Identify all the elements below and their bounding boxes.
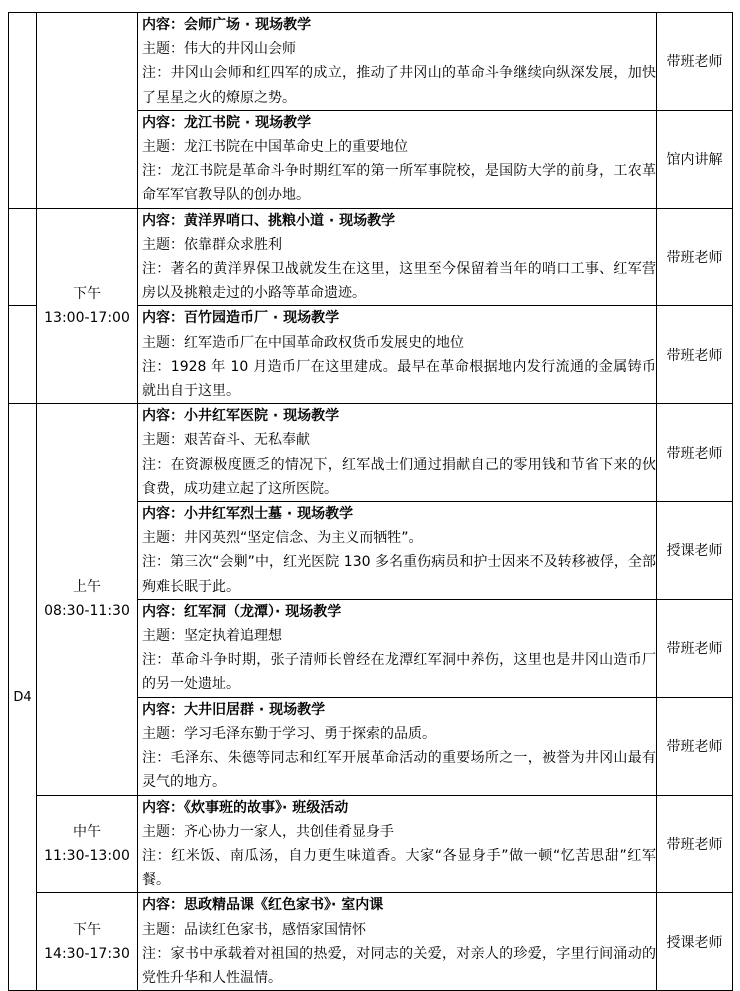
day-cell-empty (9, 208, 37, 306)
period-name: 下午 (73, 921, 101, 938)
period-name: 上午 (73, 579, 101, 596)
activity-title: 内容：《炊事班的故事》· 班级活动 (142, 799, 349, 816)
role-cell: 馆内讲解 (657, 110, 733, 208)
period-time: 13:00-17:00 (44, 309, 130, 326)
activity-title: 内容：龙江书院 · 现场教学 (142, 114, 312, 131)
activity-note: 注：革命斗争时期，张子清师长曾经在龙潭红军洞中养伤，这里也是井冈山造币厂的另一处遗址。 (142, 652, 656, 693)
activity-cell (138, 306, 657, 404)
role-cell: 带班老师 (657, 697, 733, 795)
activity-cell (138, 795, 657, 893)
period-name: 下午 (73, 285, 101, 302)
activity-title: 内容：百竹园造币厂 · 现场教学 (142, 310, 340, 327)
schedule-table (8, 12, 733, 991)
time-period-cell (37, 795, 138, 893)
activity-note: 注：毛泽东、朱德等同志和红军开展革命活动的重要场所之一，被誉为井冈山最有灵气的地方。 (142, 750, 656, 791)
activity-note: 注：在资源极度匮乏的情况下，红军战士们通过捐献自己的零用钱和节省下来的伙食费，成功建立起了这所医院。 (142, 456, 656, 497)
table-row (9, 13, 733, 111)
table-row (9, 893, 733, 991)
activity-theme: 主题：伟大的井冈山会师 (142, 41, 296, 58)
day-cell-empty (9, 13, 37, 209)
activity-cell (138, 208, 657, 306)
activity-cell (138, 13, 657, 111)
activity-title: 内容：小井红军烈士墓 · 现场教学 (142, 506, 354, 523)
activity-theme: 主题：艰苦奋斗、无私奉献 (142, 432, 310, 449)
time-period-cell (37, 893, 138, 991)
activity-cell (138, 502, 657, 600)
activity-note: 注：家书中承载着对祖国的热爱，对同志的关爱，对亲人的珍爱，字里行间涌动的党性升华和人性温情。 (142, 945, 656, 986)
activity-title: 内容：红军洞（龙潭）· 现场教学 (142, 603, 342, 620)
activity-note: 注：井冈山会师和红四军的成立，推动了井冈山的革命斗争继续向纵深发展，加快了星星之火的燎原之势。 (142, 65, 656, 106)
role-cell: 带班老师 (657, 13, 733, 111)
time-period-cell (37, 404, 138, 795)
activity-cell (138, 599, 657, 697)
role-cell: 授课老师 (657, 502, 733, 600)
role-cell: 带班老师 (657, 795, 733, 893)
period-time: 11:30-13:00 (44, 847, 130, 864)
day-label: D4 (9, 404, 37, 991)
table-row (9, 795, 733, 893)
activity-note: 注：龙江书院是革命斗争时期红军的第一所军事院校，是国防大学的前身，工农革命军军官教导队的创办地。 (142, 163, 656, 204)
activity-theme: 主题：龙江书院在中国革命史上的重要地位 (142, 139, 408, 156)
activity-title: 内容：思政精品课《红色家书》· 室内课 (142, 897, 384, 914)
activity-theme: 主题：井冈英烈“坚定信念、为主义而牺牲”。 (142, 530, 423, 547)
activity-title: 内容：黄洋界哨口、挑粮小道 · 现场教学 (142, 212, 396, 229)
activity-title: 内容：小井红军医院 · 现场教学 (142, 408, 340, 425)
activity-title: 内容：大井旧居群 · 现场教学 (142, 701, 326, 718)
role-cell: 带班老师 (657, 599, 733, 697)
time-period-cell (37, 208, 138, 404)
activity-theme: 主题：依靠群众求胜利 (142, 236, 282, 253)
activity-title: 内容：会师广场 · 现场教学 (142, 17, 312, 33)
activity-cell (138, 404, 657, 502)
table-row (9, 404, 733, 502)
activity-theme: 主题：齐心协力一家人，共创佳肴显身手 (142, 823, 394, 840)
day-cell-empty (9, 306, 37, 404)
activity-note: 注：著名的黄洋界保卫战就发生在这里，这里至今保留着当年的哨口工事、红军营房以及挑粮走过的小路等革命遗迹。 (142, 261, 656, 302)
period-time: 08:30-11:30 (44, 603, 130, 620)
role-cell: 带班老师 (657, 208, 733, 306)
activity-note: 注：第三次“会剿”中，红光医院 130 多名重伤病员和护士因来不及转移被俘，全部殉难长眠于此。 (142, 554, 656, 595)
role-cell: 授课老师 (657, 893, 733, 991)
activity-cell (138, 697, 657, 795)
activity-cell (138, 110, 657, 208)
period-time: 14:30-17:30 (44, 945, 130, 962)
activity-theme: 主题：红军造币厂在中国革命政权货币发展史的地位 (142, 334, 464, 351)
activity-theme: 主题：坚定执着追理想 (142, 628, 282, 645)
table-row (9, 208, 733, 306)
activity-theme: 主题：学习毛泽东勤于学习、勇于探索的品质。 (142, 725, 436, 742)
role-cell: 带班老师 (657, 404, 733, 502)
period-name: 中午 (73, 823, 101, 840)
activity-cell (138, 893, 657, 991)
activity-note: 注：红米饭、南瓜汤，自力更生味道香。大家“各显身手”做一顿“忆苦思甜”红军餐。 (142, 847, 656, 889)
role-cell: 带班老师 (657, 306, 733, 404)
activity-theme: 主题：品读红色家书，感悟家国情怀 (142, 921, 366, 938)
time-cell-empty (37, 13, 138, 209)
activity-note: 注：1928 年 10 月造币厂在这里建成。最早在革命根据地内发行流通的金属铸币就出自于这里。 (142, 358, 656, 400)
